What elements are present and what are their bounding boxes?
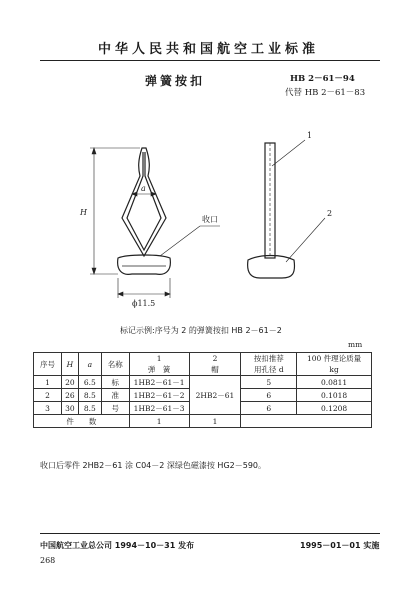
dim-h-label: H xyxy=(80,208,87,217)
cell-h: 26 xyxy=(61,389,78,402)
header-hole-line2: 用孔径 d xyxy=(253,365,284,374)
spring-outline xyxy=(122,148,166,256)
header-cap-name: 帽 xyxy=(211,365,219,374)
cell-mass: 0.1208 xyxy=(297,402,372,415)
header-cap-num: 2 xyxy=(212,354,218,363)
cell-hole: 6 xyxy=(241,389,297,402)
header-mass xyxy=(297,353,372,376)
cell-hole: 5 xyxy=(241,376,297,389)
cell-name: 号 xyxy=(101,402,129,415)
cell-count-empty xyxy=(241,415,372,428)
standard-title: 中华人民共和国航空工业标准 xyxy=(97,42,319,57)
cell-mass: 0.1018 xyxy=(297,389,372,402)
cell-a: 6.5 xyxy=(78,376,101,389)
cell-seq: 1 xyxy=(34,376,62,389)
marking-example: 标记示例:序号为 2 的弹簧按扣 HB 2－61－2 xyxy=(120,326,282,335)
issued-by: 中国航空工业总公司 1994－10－31 发布 xyxy=(40,541,195,550)
header-spring-name: 弹 簧 xyxy=(147,365,171,374)
implementation-date: 1995－01－01 实施 xyxy=(300,541,380,550)
cell-mass: 0.0811 xyxy=(297,376,372,389)
parts-table xyxy=(33,352,372,428)
standard-code: HB 2－61－94 xyxy=(290,74,355,84)
cell-count-cap: 1 xyxy=(189,415,241,428)
document-title: 弹簧按扣 xyxy=(145,74,206,88)
header-hole-line1: 按扣推荐 xyxy=(253,354,284,363)
technical-drawing xyxy=(60,118,360,313)
cell-spring: 1HB2－61－1 xyxy=(129,376,189,389)
callout-2-label: 2 xyxy=(327,209,333,218)
bottom-rule xyxy=(40,533,380,534)
header-hole xyxy=(241,353,297,376)
front-cap xyxy=(118,255,171,274)
cell-name: 准 xyxy=(101,389,129,402)
header-cap xyxy=(189,353,241,376)
unit-label: mm xyxy=(348,340,363,349)
top-rule xyxy=(40,60,380,61)
cell-seq: 3 xyxy=(34,402,62,415)
callout-slot-label: 收口 xyxy=(202,215,218,224)
header-seq: 序号 xyxy=(34,353,62,376)
replaces-note: 代替 HB 2－61－83 xyxy=(285,88,366,98)
dim-a-label: a xyxy=(141,184,146,193)
header-mass-line2: kg xyxy=(329,365,339,374)
cell-seq: 2 xyxy=(34,389,62,402)
header-mass-line1: 100 件理论质量 xyxy=(306,354,362,363)
cell-count-spring: 1 xyxy=(129,415,189,428)
header-name: 名称 xyxy=(101,353,129,376)
cell-h: 30 xyxy=(61,402,78,415)
cell-hole: 6 xyxy=(241,402,297,415)
callout-1-label: 1 xyxy=(307,131,313,140)
cell-h: 20 xyxy=(61,376,78,389)
table-row xyxy=(34,376,372,389)
cell-spring: 1HB2－61－3 xyxy=(129,402,189,415)
header-h: H xyxy=(61,353,78,376)
cell-a: 8.5 xyxy=(78,389,101,402)
cell-a: 8.5 xyxy=(78,402,101,415)
page-number: 268 xyxy=(40,556,56,565)
dim-diameter-label: ϕ11.5 xyxy=(132,299,156,308)
table-row-count xyxy=(34,415,372,428)
cell-count-label: 件 数 xyxy=(34,415,130,428)
header-spring-num: 1 xyxy=(156,354,162,363)
cell-cap-merged: 2HB2－61 xyxy=(189,376,241,415)
cell-name: 标 xyxy=(101,376,129,389)
header-spring xyxy=(129,353,189,376)
side-cap xyxy=(248,256,295,279)
finish-note: 收口后零件 2HB2－61 涂 C04－2 深绿色磁漆按 HG2－590。 xyxy=(40,461,267,470)
cell-spring: 1HB2－61－2 xyxy=(129,389,189,402)
header-a: a xyxy=(78,353,101,376)
